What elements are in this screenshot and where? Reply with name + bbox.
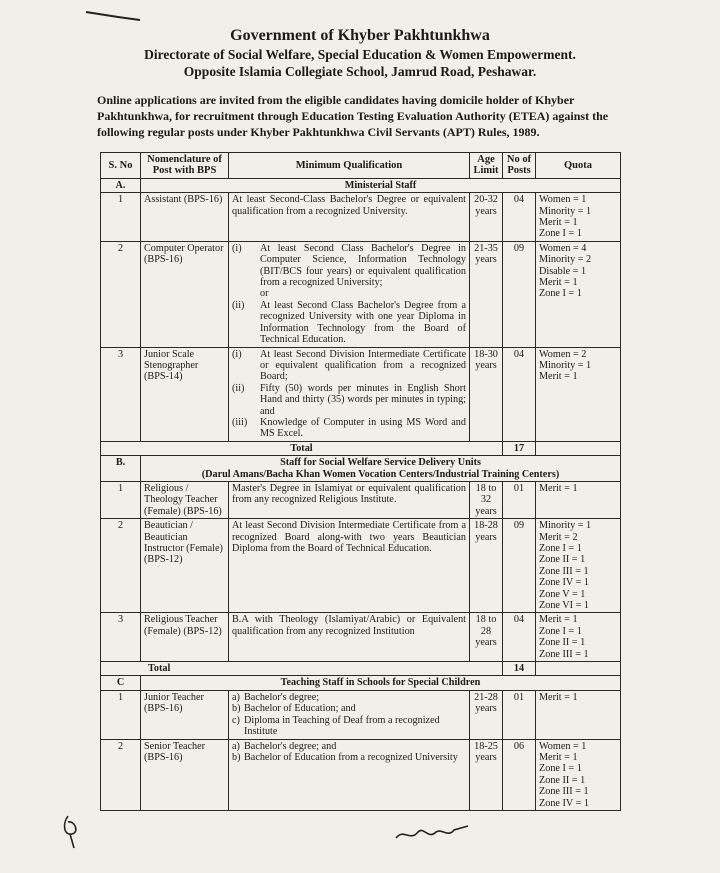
quota-item: Merit = 2: [539, 531, 578, 543]
signature-mark: [392, 820, 472, 846]
section-subtitle: (Darul Amans/Bacha Khan Women Vocation Centers/Industrial Training Centers): [201, 468, 560, 480]
quota-item: Zone II = 1: [539, 774, 586, 786]
pen-mark-top: [84, 8, 144, 22]
quota-item: Zone II = 1: [539, 554, 586, 566]
row-num-posts: 09: [503, 241, 536, 347]
row-num-posts: 01: [503, 690, 536, 739]
col-quota: Quota: [536, 153, 621, 179]
table-row: [101, 193, 621, 242]
item-or: or: [260, 288, 269, 300]
row-qualification: At least Second Division Intermediate Certificate from a recognized Board along-with two years Beautician Diploma from the Board of Technical Education.: [229, 519, 470, 613]
row-sno: 2: [101, 519, 141, 613]
section-letter: C: [101, 676, 141, 690]
row-num-posts: 04: [503, 613, 536, 662]
section-title-main: Staff for Social Welfare Service Delivery Units: [280, 457, 481, 469]
section-letter: A.: [101, 178, 141, 192]
item-number: (i): [232, 348, 242, 360]
total-label: Total: [101, 662, 503, 676]
row-sno: 2: [101, 739, 141, 810]
header-address: Opposite Islamia Collegiate School, Jamrud Road, Peshawar.: [183, 64, 537, 79]
item-text: At least Second Class Bachelor's Degree in Computer Science, Information Technology (BIT/BCS four years) or equivalent qualification from a recognized University;: [260, 242, 466, 289]
item-number: (iii): [232, 416, 248, 428]
quota-item: Zone II = 1: [539, 637, 586, 649]
quota-item: Zone III = 1: [539, 565, 589, 577]
row-age: 18 to 32 years: [470, 481, 503, 518]
table-row: [101, 690, 621, 739]
row-qualification: [229, 347, 470, 441]
pen-mark-margin: [60, 812, 86, 852]
section-letter: B.: [101, 456, 141, 482]
row-post: Junior Teacher (BPS-16): [141, 690, 229, 739]
item-number: (ii): [232, 382, 245, 394]
row-num-posts: 01: [503, 481, 536, 518]
row-sno: 3: [101, 347, 141, 441]
quota-item: Merit = 1: [539, 277, 578, 289]
row-quota: [536, 519, 621, 613]
col-qualification: Minimum Qualification: [229, 153, 470, 179]
quota-item: Disable = 1: [539, 265, 587, 277]
quota-item: Minority = 2: [539, 254, 592, 266]
item-letter: b): [232, 703, 241, 715]
quota-item: Merit = 1: [539, 482, 578, 494]
row-post: Religious / Theology Teacher (Female) (BPS-16): [141, 481, 229, 518]
total-row: [101, 662, 621, 676]
quota-item: Zone I = 1: [539, 228, 582, 240]
table-row: [101, 519, 621, 613]
row-num-posts: 06: [503, 739, 536, 810]
row-quota: [536, 613, 621, 662]
row-quota: [536, 241, 621, 347]
row-quota: [536, 347, 621, 441]
quota-item: Merit = 1: [539, 614, 578, 626]
item-letter: b): [232, 751, 241, 763]
item-number: (ii): [232, 299, 245, 311]
header-government: Government of Khyber Pakhtunkhwa: [230, 27, 490, 44]
quota-item: Zone I = 1: [539, 625, 582, 637]
item-text: Bachelor's degree;: [244, 691, 320, 703]
item-text: Diploma in Teaching of Deaf from a recognized Institute: [244, 714, 440, 738]
item-text: At least Second Class Bachelor's Degree from a recognized University with one year Diploma in Information Technology from the Board of Technical Education.: [260, 299, 466, 346]
item-number: (i): [232, 242, 242, 254]
header-directorate: Directorate of Social Welfare, Special Education & Women Empowerment.: [144, 47, 576, 62]
row-qualification: [229, 739, 470, 810]
row-quota: [536, 481, 621, 518]
row-qualification: B.A with Theology (Islamiyat/Arabic) or Equivalent qualification from any recognized Institution: [229, 613, 470, 662]
section-title: Ministerial Staff: [141, 178, 621, 192]
row-sno: 3: [101, 613, 141, 662]
quota-item: Merit = 1: [539, 371, 578, 383]
section-b-heading: [101, 456, 621, 482]
total-value: 14: [503, 662, 536, 676]
table-row: [101, 739, 621, 810]
row-sno: 1: [101, 690, 141, 739]
row-sno: 1: [101, 481, 141, 518]
row-sno: 1: [101, 193, 141, 242]
row-qualification: Master's Degree in Islamiyat or equivalent qualification from any recognized Religious Institute.: [229, 481, 470, 518]
row-quota: [536, 690, 621, 739]
quota-item: Women = 1: [539, 740, 587, 752]
item-letter: a): [232, 740, 240, 752]
quota-item: Minority = 1: [539, 359, 592, 371]
row-sno: 2: [101, 241, 141, 347]
quota-item: Women = 4: [539, 242, 587, 254]
quota-item: Zone I = 1: [539, 543, 582, 554]
quota-item: Minority = 1: [539, 520, 592, 532]
row-post: Computer Operator (BPS-16): [141, 241, 229, 347]
table-row: [101, 241, 621, 347]
quota-item: Merit = 1: [539, 751, 578, 763]
table-row: [101, 613, 621, 662]
row-age: 18-30 years: [470, 347, 503, 441]
quota-item: Women = 1: [539, 194, 587, 206]
item-text: Bachelor of Education from a recognized University: [244, 751, 458, 763]
row-qualification: At least Second-Class Bachelor's Degree or equivalent qualification from a recognized University.: [229, 193, 470, 242]
row-age: 20-32 years: [470, 193, 503, 242]
item-text: At least Second Division Intermediate Certificate or equivalent qualification from a recognized Board;: [260, 348, 466, 383]
table-header-row: [101, 153, 621, 179]
intro-paragraph: Online applications are invited from the eligible candidates having domicile holder of Khyber Pakhtunkhwa, for recruitment through Education Testing Evaluation Authority (ETEA) against the following regular posts under Khyber Pakhtunkhwa Civil Servants (APT) Rules, 1989.: [97, 93, 609, 139]
item-text: Fifty (50) words per minutes in English Short Hand and thirty (35) words per minutes in typing; and: [260, 382, 466, 417]
quota-item: Merit = 1: [539, 691, 578, 703]
quota-item: Zone IV = 1: [539, 797, 589, 809]
quota-item: Zone III = 1: [539, 648, 589, 660]
col-post: Nomenclature of Post with BPS: [141, 153, 229, 179]
row-post: Beautician / Beautician Instructor (Female) (BPS-12): [141, 519, 229, 613]
row-age: 21-28 years: [470, 690, 503, 739]
quota-item: Zone IV = 1: [539, 577, 589, 589]
section-c-heading: [101, 676, 621, 690]
row-age: 18-25 years: [470, 739, 503, 810]
col-sno: S. No: [101, 153, 141, 179]
row-post: Senior Teacher (BPS-16): [141, 739, 229, 810]
row-num-posts: 09: [503, 519, 536, 613]
quota-item: Zone VI = 1: [539, 600, 589, 612]
row-num-posts: 04: [503, 347, 536, 441]
document-header: [0, 26, 720, 80]
section-a-heading: [101, 178, 621, 192]
quota-item: Zone V = 1: [539, 588, 586, 600]
item-text: Bachelor's degree; and: [244, 740, 337, 752]
item-letter: a): [232, 691, 240, 703]
table-row: [101, 347, 621, 441]
item-text: Knowledge of Computer in using MS Word and MS Excel.: [260, 416, 466, 440]
table-row: [101, 481, 621, 518]
row-age: 21-35 years: [470, 241, 503, 347]
row-post: Religious Teacher (Female) (BPS-12): [141, 613, 229, 662]
quota-item: Zone I = 1: [539, 288, 582, 300]
row-age: 18-28 years: [470, 519, 503, 613]
row-quota: [536, 193, 621, 242]
posts-table: [100, 152, 621, 811]
item-letter: c): [232, 714, 240, 726]
row-post: Junior Scale Stenographer (BPS-14): [141, 347, 229, 441]
section-title: [141, 456, 621, 482]
row-qualification: [229, 241, 470, 347]
item-text: Bachelor of Education; and: [244, 703, 356, 715]
row-post: Assistant (BPS-16): [141, 193, 229, 242]
quota-item: Zone III = 1: [539, 786, 589, 798]
total-row: [101, 441, 621, 455]
total-label: Total: [101, 441, 503, 455]
row-quota: [536, 739, 621, 810]
quota-item: Women = 2: [539, 348, 587, 360]
quota-item: Merit = 1: [539, 217, 578, 229]
row-qualification: [229, 690, 470, 739]
col-num-posts: No of Posts: [503, 153, 536, 179]
col-age: Age Limit: [470, 153, 503, 179]
quota-item: Zone I = 1: [539, 763, 582, 775]
quota-item: Minority = 1: [539, 205, 592, 217]
section-title: Teaching Staff in Schools for Special Children: [141, 676, 621, 690]
row-num-posts: 04: [503, 193, 536, 242]
total-value: 17: [503, 441, 536, 455]
row-age: 18 to 28 years: [470, 613, 503, 662]
